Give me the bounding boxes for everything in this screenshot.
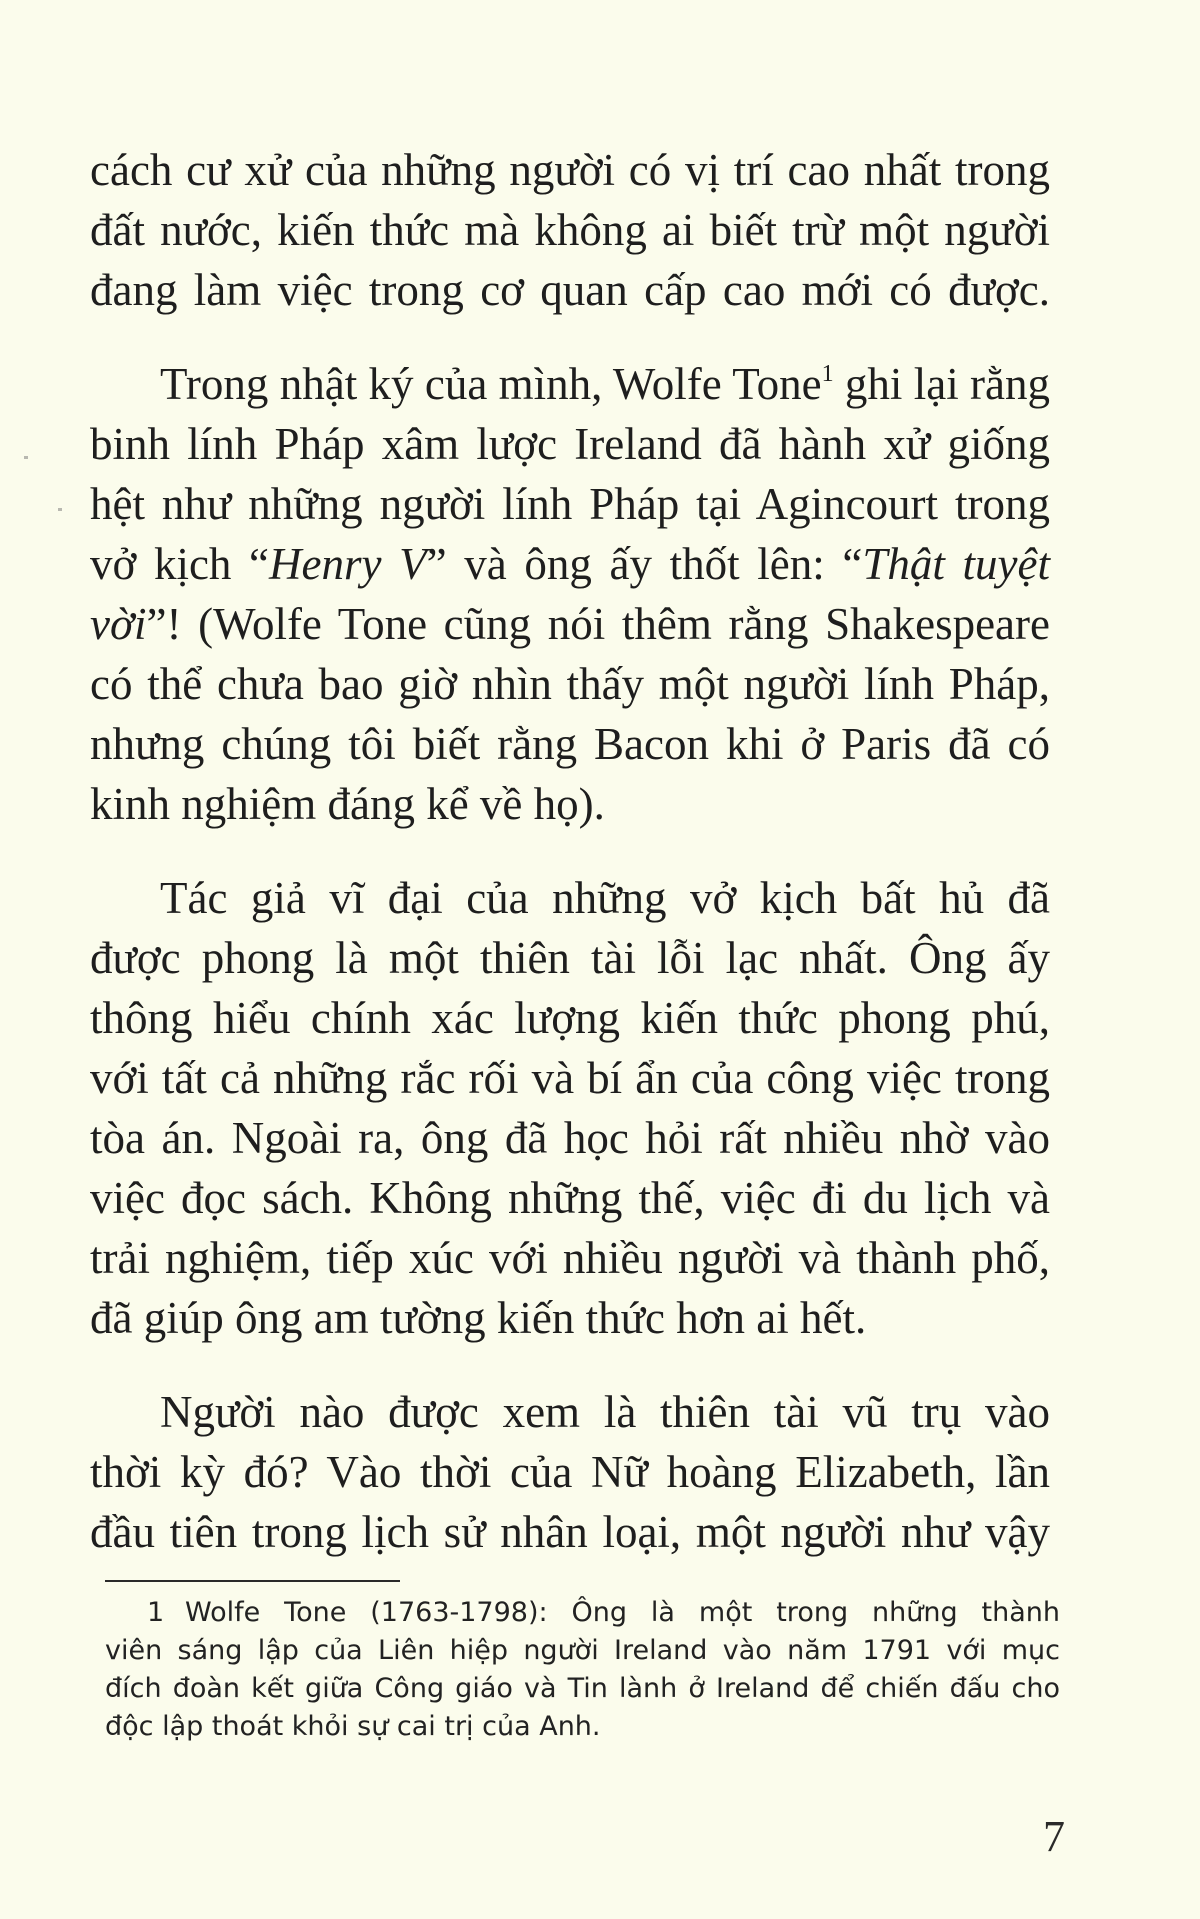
footnote-number: 1 (147, 1597, 165, 1628)
text-segment: Trong nhật ký của mình, Wolfe Tone (160, 359, 822, 409)
italic-text: Thật tuyệt (862, 539, 1050, 589)
text-line: đang làm việc trong cơ quan cấp cao mới có được. (90, 265, 1050, 315)
text-segment: ”! (Wolfe Tone cũng nói thêm rằng Shakespeare (146, 599, 1050, 649)
footnote-reference: 1 (821, 361, 834, 387)
footnote-line: viên sáng lập của Liên hiệp người Ireland vào năm 1791 với mục (105, 1635, 1060, 1666)
paragraph (90, 868, 1050, 1348)
text-line: cách cư xử của những người có vị trí cao nhất trong (90, 145, 1050, 195)
text-segment: ghi lại rằng (833, 359, 1050, 409)
text-line: thông hiểu chính xác lượng kiến thức phong phú, (90, 993, 1050, 1043)
paragraph (90, 354, 1050, 834)
footnote (105, 1594, 1060, 1746)
body-text (90, 140, 1050, 1596)
italic-text: vời (90, 599, 147, 649)
text-segment: vở kịch “ (90, 539, 270, 589)
text-line: đất nước, kiến thức mà không ai biết trừ một người (90, 205, 1050, 255)
text-line (90, 594, 1050, 654)
paragraph (90, 140, 1050, 320)
text-segment: ” và ông ấy thốt lên: “ (426, 539, 863, 589)
paragraph (90, 1382, 1050, 1562)
text-line: đã giúp ông am tường kiến thức hơn ai hết. (90, 1293, 867, 1343)
footnote-line: độc lập thoát khỏi sự cai trị của Anh. (105, 1711, 601, 1742)
text-segment: Wolfe Tone (1763-1798): Ông là một trong những thành (185, 1597, 1060, 1628)
text-line: hệt như những người lính Pháp tại Agincourt trong (90, 479, 1050, 529)
text-line: trải nghiệm, tiếp xúc với nhiều người và thành phố, (90, 1233, 1050, 1283)
text-line: thời kỳ đó? Vào thời của Nữ hoàng Elizabeth, lần (90, 1447, 1050, 1497)
scan-speck (58, 508, 62, 511)
text-line (90, 354, 1050, 414)
text-line: được phong là một thiên tài lỗi lạc nhất. Ông ấy (90, 933, 1050, 983)
text-line: tòa án. Ngoài ra, ông đã học hỏi rất nhiều nhờ vào (90, 1113, 1050, 1163)
scan-speck (24, 456, 28, 459)
text-line: Người nào được xem là thiên tài vũ trụ vào (160, 1387, 1050, 1437)
text-line: với tất cả những rắc rối và bí ẩn của công việc trong (90, 1053, 1050, 1103)
footnote-divider (105, 1580, 400, 1582)
text-line: có thể chưa bao giờ nhìn thấy một người lính Pháp, (90, 659, 1050, 709)
text-line: việc đọc sách. Không những thế, việc đi du lịch và (90, 1173, 1050, 1223)
text-line (90, 534, 1050, 594)
text-line: nhưng chúng tôi biết rằng Bacon khi ở Paris đã có (90, 719, 1050, 769)
italic-text: Henry V (269, 539, 427, 589)
footnote-line (105, 1594, 1060, 1632)
page-number: 7 (1043, 1812, 1065, 1861)
text-line: đầu tiên trong lịch sử nhân loại, một người như vậy (90, 1507, 1050, 1557)
text-line: kinh nghiệm đáng kể về họ). (90, 779, 605, 829)
footnote-line: đích đoàn kết giữa Công giáo và Tin lành ở Ireland để chiến đấu cho (105, 1673, 1060, 1704)
text-line: binh lính Pháp xâm lược Ireland đã hành xử giống (90, 419, 1050, 469)
text-line: Tác giả vĩ đại của những vở kịch bất hủ đã (160, 873, 1050, 923)
